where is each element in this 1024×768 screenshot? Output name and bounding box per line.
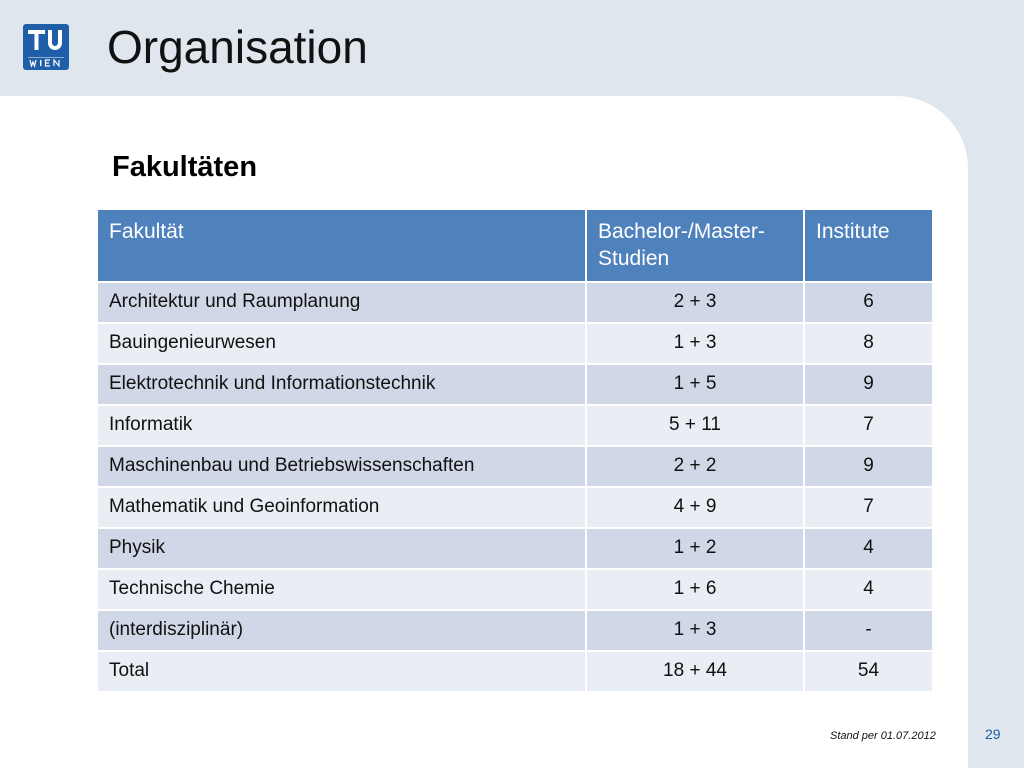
- studien-count-cell: 1 + 2: [586, 528, 804, 569]
- faculty-name-cell: Elektrotechnik und Informationstechnik: [97, 364, 586, 405]
- institute-count-cell: 8: [804, 323, 933, 364]
- tu-wien-logo: [23, 24, 69, 70]
- table-row: [97, 610, 933, 651]
- table-row: [97, 528, 933, 569]
- section-heading: Fakultäten: [112, 151, 258, 183]
- table-row: [97, 446, 933, 487]
- page-number: 29: [985, 726, 1001, 742]
- studien-count-cell: 5 + 11: [586, 405, 804, 446]
- tu-wien-logo-icon: [23, 24, 69, 70]
- institute-count-cell: 54: [804, 651, 933, 692]
- institute-count-cell: 9: [804, 364, 933, 405]
- stand-date-note: Stand per 01.07.2012: [830, 730, 936, 742]
- slide-title: Organisation: [107, 21, 368, 73]
- studien-count-cell: 2 + 2: [586, 446, 804, 487]
- studien-count-cell: 1 + 3: [586, 323, 804, 364]
- studien-count-cell: 1 + 5: [586, 364, 804, 405]
- faculty-name-cell: Mathematik und Geoinformation: [97, 487, 586, 528]
- table-row: [97, 405, 933, 446]
- faculty-name-cell: Architektur und Raumplanung: [97, 282, 586, 323]
- table-row-total: [97, 651, 933, 692]
- faculty-name-cell: Physik: [97, 528, 586, 569]
- faculty-name-cell: Total: [97, 651, 586, 692]
- institute-count-cell: 4: [804, 569, 933, 610]
- table-row: [97, 282, 933, 323]
- table-row: [97, 569, 933, 610]
- faculty-name-cell: Bauingenieurwesen: [97, 323, 586, 364]
- faculty-name-cell: (interdisziplinär): [97, 610, 586, 651]
- table-header-row: [97, 209, 933, 282]
- faculty-name-cell: Maschinenbau und Betriebswissenschaften: [97, 446, 586, 487]
- institute-count-cell: 7: [804, 405, 933, 446]
- studien-count-cell: 18 + 44: [586, 651, 804, 692]
- faculty-name-cell: Technische Chemie: [97, 569, 586, 610]
- table-row: [97, 364, 933, 405]
- studien-count-cell: 4 + 9: [586, 487, 804, 528]
- table-row: [97, 487, 933, 528]
- column-header-institute: Institute: [804, 209, 933, 282]
- institute-count-cell: 9: [804, 446, 933, 487]
- institute-count-cell: 4: [804, 528, 933, 569]
- column-header-studien: Bachelor-/Master-Studien: [586, 209, 804, 282]
- institute-count-cell: 7: [804, 487, 933, 528]
- institute-count-cell: -: [804, 610, 933, 651]
- studien-count-cell: 1 + 6: [586, 569, 804, 610]
- faculty-table: [96, 208, 934, 693]
- table-row: [97, 323, 933, 364]
- faculty-name-cell: Informatik: [97, 405, 586, 446]
- studien-count-cell: 1 + 3: [586, 610, 804, 651]
- column-header-fakultaet: Fakultät: [97, 209, 586, 282]
- studien-count-cell: 2 + 3: [586, 282, 804, 323]
- institute-count-cell: 6: [804, 282, 933, 323]
